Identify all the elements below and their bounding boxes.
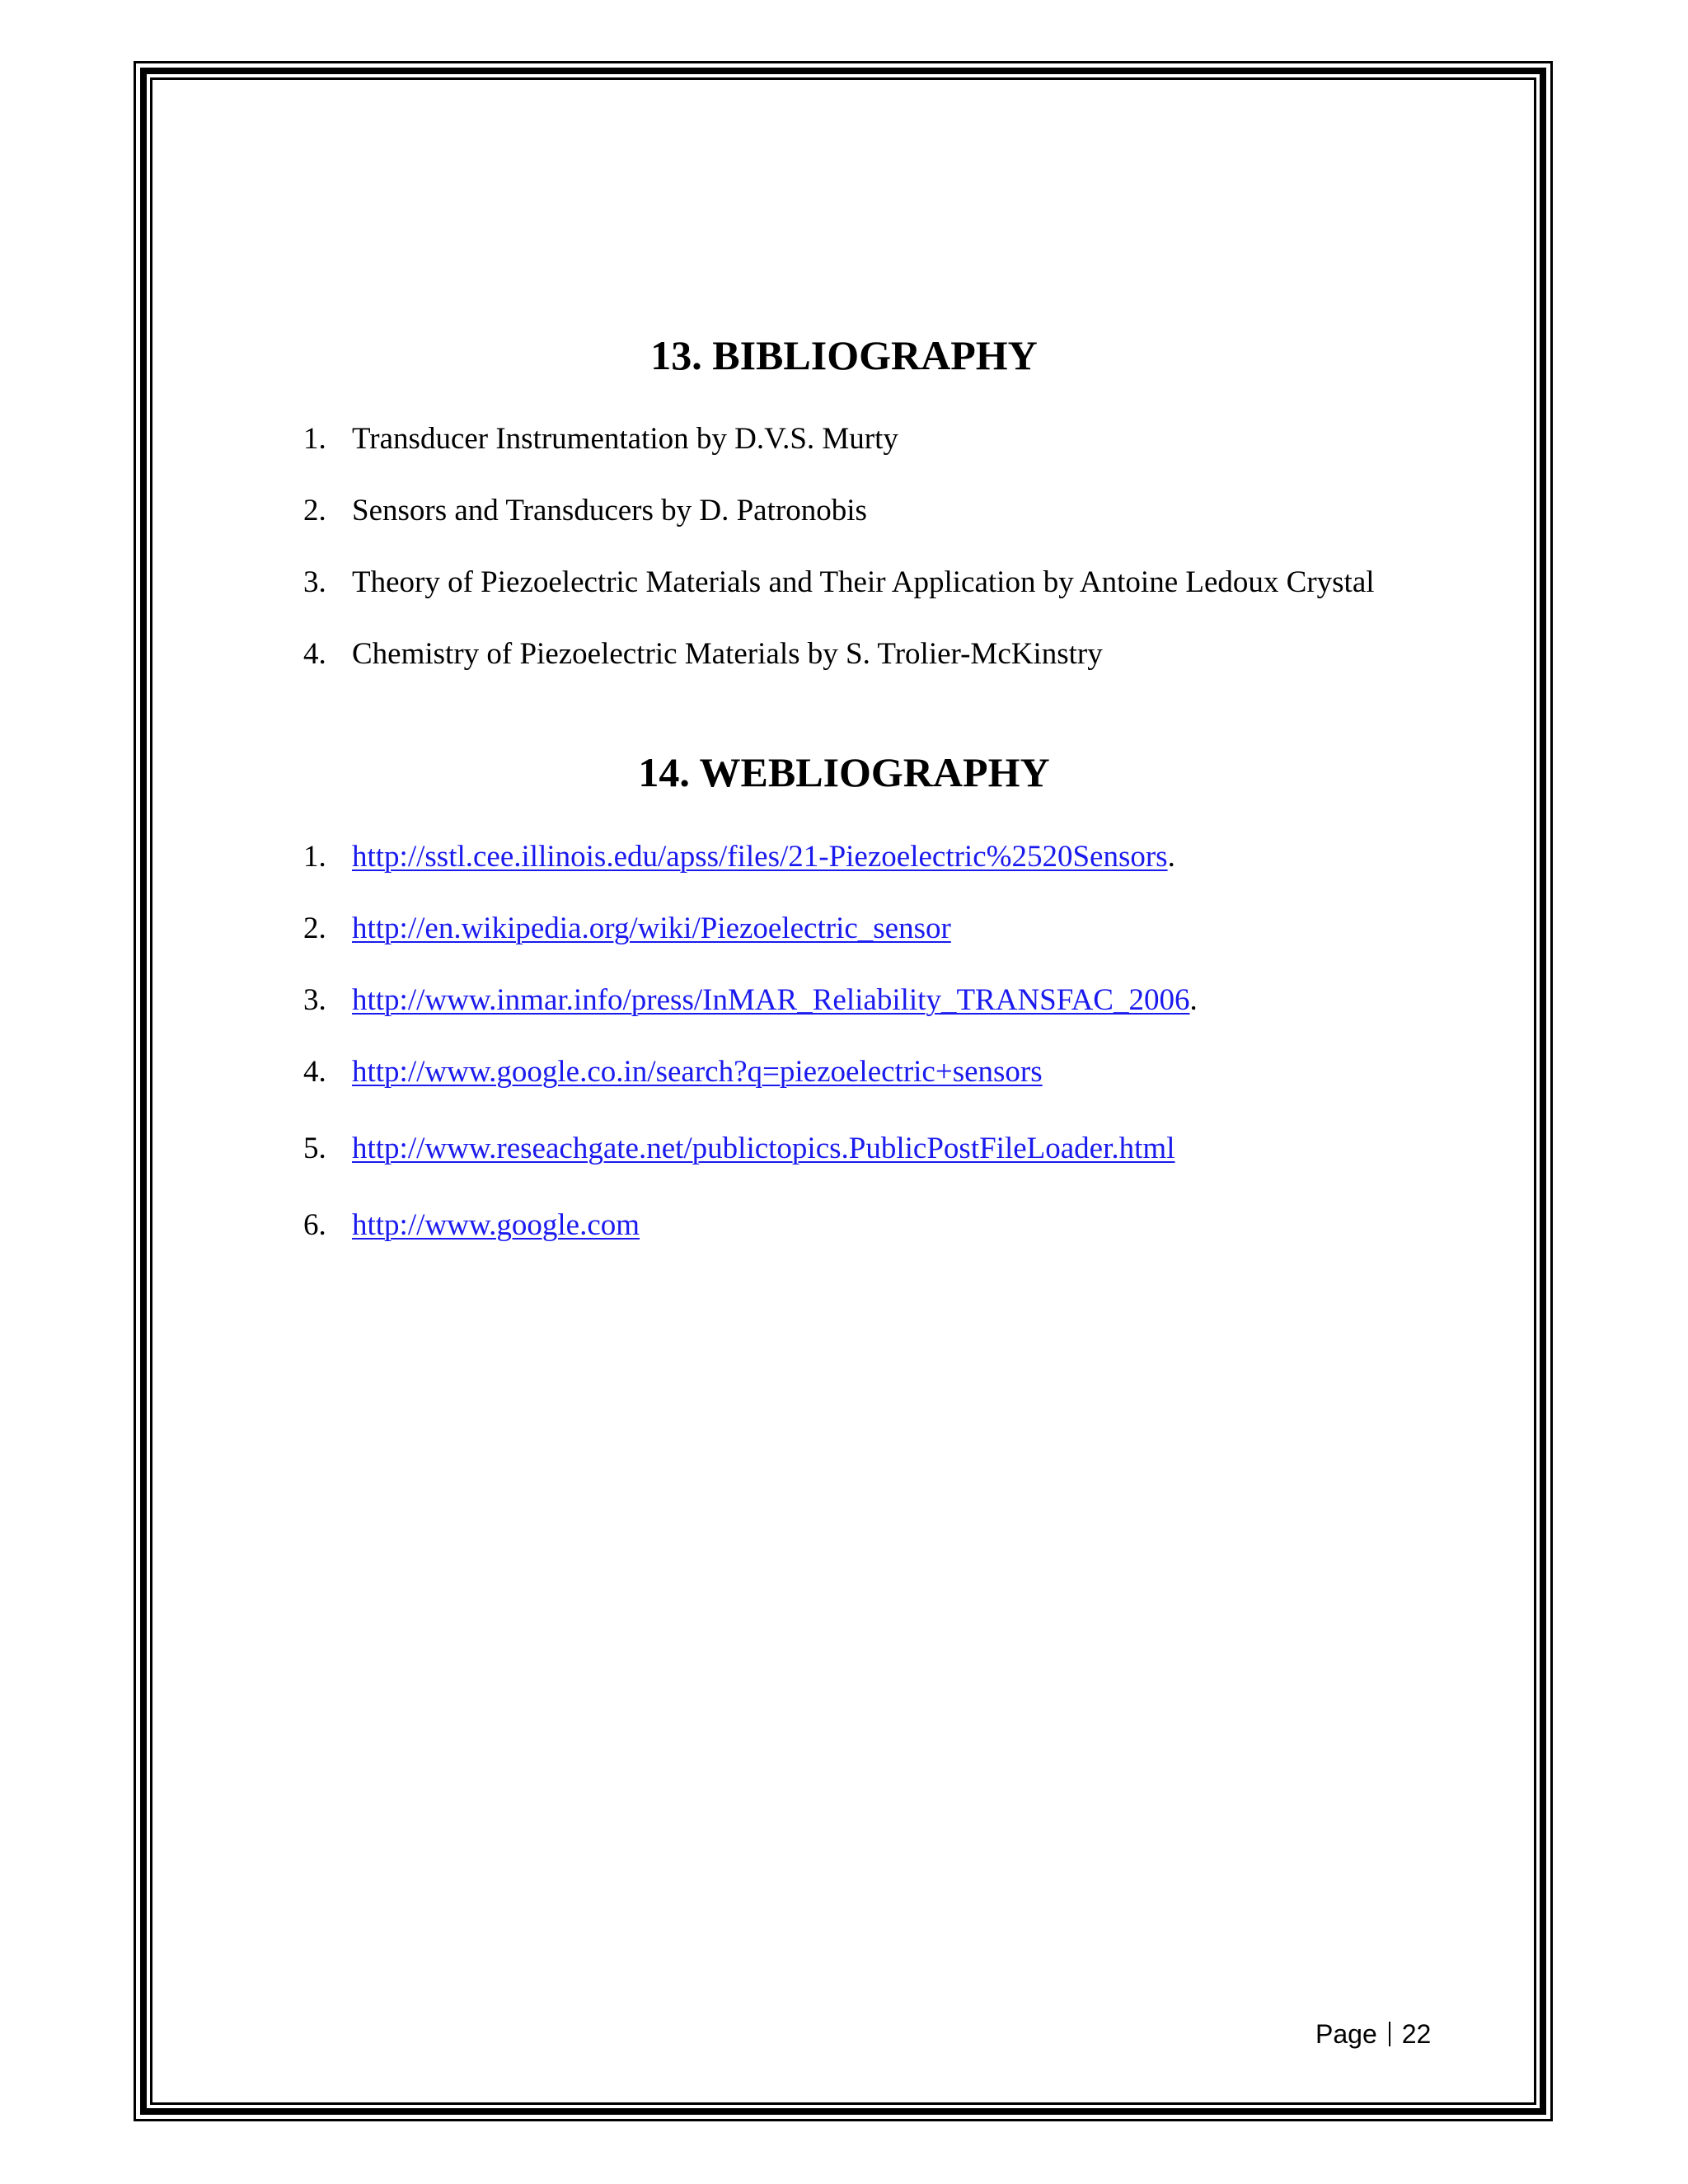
item-text: Theory of Piezoelectric Materials and Their Application by Antoine Ledoux Crystal <box>352 565 1375 599</box>
bibliography-heading: 13. BIBLIOGRAPHY <box>650 332 1038 378</box>
page-separator <box>1389 2022 1390 2046</box>
item-number: 4. <box>303 1055 326 1089</box>
item-entry <box>352 1057 1043 1087</box>
web-link[interactable]: http://www.google.co.in/search?q=piezoelectric+sensors <box>352 1055 1043 1089</box>
item-entry <box>352 1210 640 1240</box>
web-link[interactable]: http://www.reseachgate.net/publictopics.PublicPostFileLoader.html <box>352 1132 1175 1165</box>
item-text: Transducer Instrumentation by D.V.S. Murty <box>352 422 898 456</box>
item-number: 3. <box>303 565 326 599</box>
web-link[interactable]: http://sstl.cee.illinois.edu/apss/files/21-Piezoelectric%2520Sensors <box>352 840 1168 874</box>
item-number: 2. <box>303 912 326 945</box>
item-number: 3. <box>303 983 326 1017</box>
item-number: 1. <box>303 422 326 456</box>
page-number: 22 <box>1401 2019 1432 2049</box>
item-entry <box>352 913 951 944</box>
item-entry <box>352 841 1175 872</box>
item-entry <box>352 985 1198 1015</box>
item-text: Sensors and Transducers by D. Patronobis <box>352 494 867 527</box>
webliography-heading: 14. WEBLIOGRAPHY <box>638 749 1050 795</box>
link-suffix: . <box>1167 840 1175 874</box>
page-border-inner <box>150 77 1536 2105</box>
item-number: 4. <box>303 637 326 671</box>
item-number: 5. <box>303 1132 326 1165</box>
page-label: Page <box>1315 2019 1377 2049</box>
item-entry <box>352 1133 1175 1164</box>
item-text: Chemistry of Piezoelectric Materials by S. Trolier-McKinstry <box>352 637 1103 671</box>
link-suffix: . <box>1189 983 1198 1017</box>
item-number: 6. <box>303 1208 326 1242</box>
web-link[interactable]: http://en.wikipedia.org/wiki/Piezoelectric_sensor <box>352 912 951 945</box>
page-footer <box>1315 2021 1431 2047</box>
web-link[interactable]: http://www.inmar.info/press/InMAR_Reliability_TRANSFAC_2006 <box>352 983 1190 1017</box>
item-number: 2. <box>303 494 326 527</box>
item-number: 1. <box>303 840 326 874</box>
web-link[interactable]: http://www.google.com <box>352 1208 640 1242</box>
